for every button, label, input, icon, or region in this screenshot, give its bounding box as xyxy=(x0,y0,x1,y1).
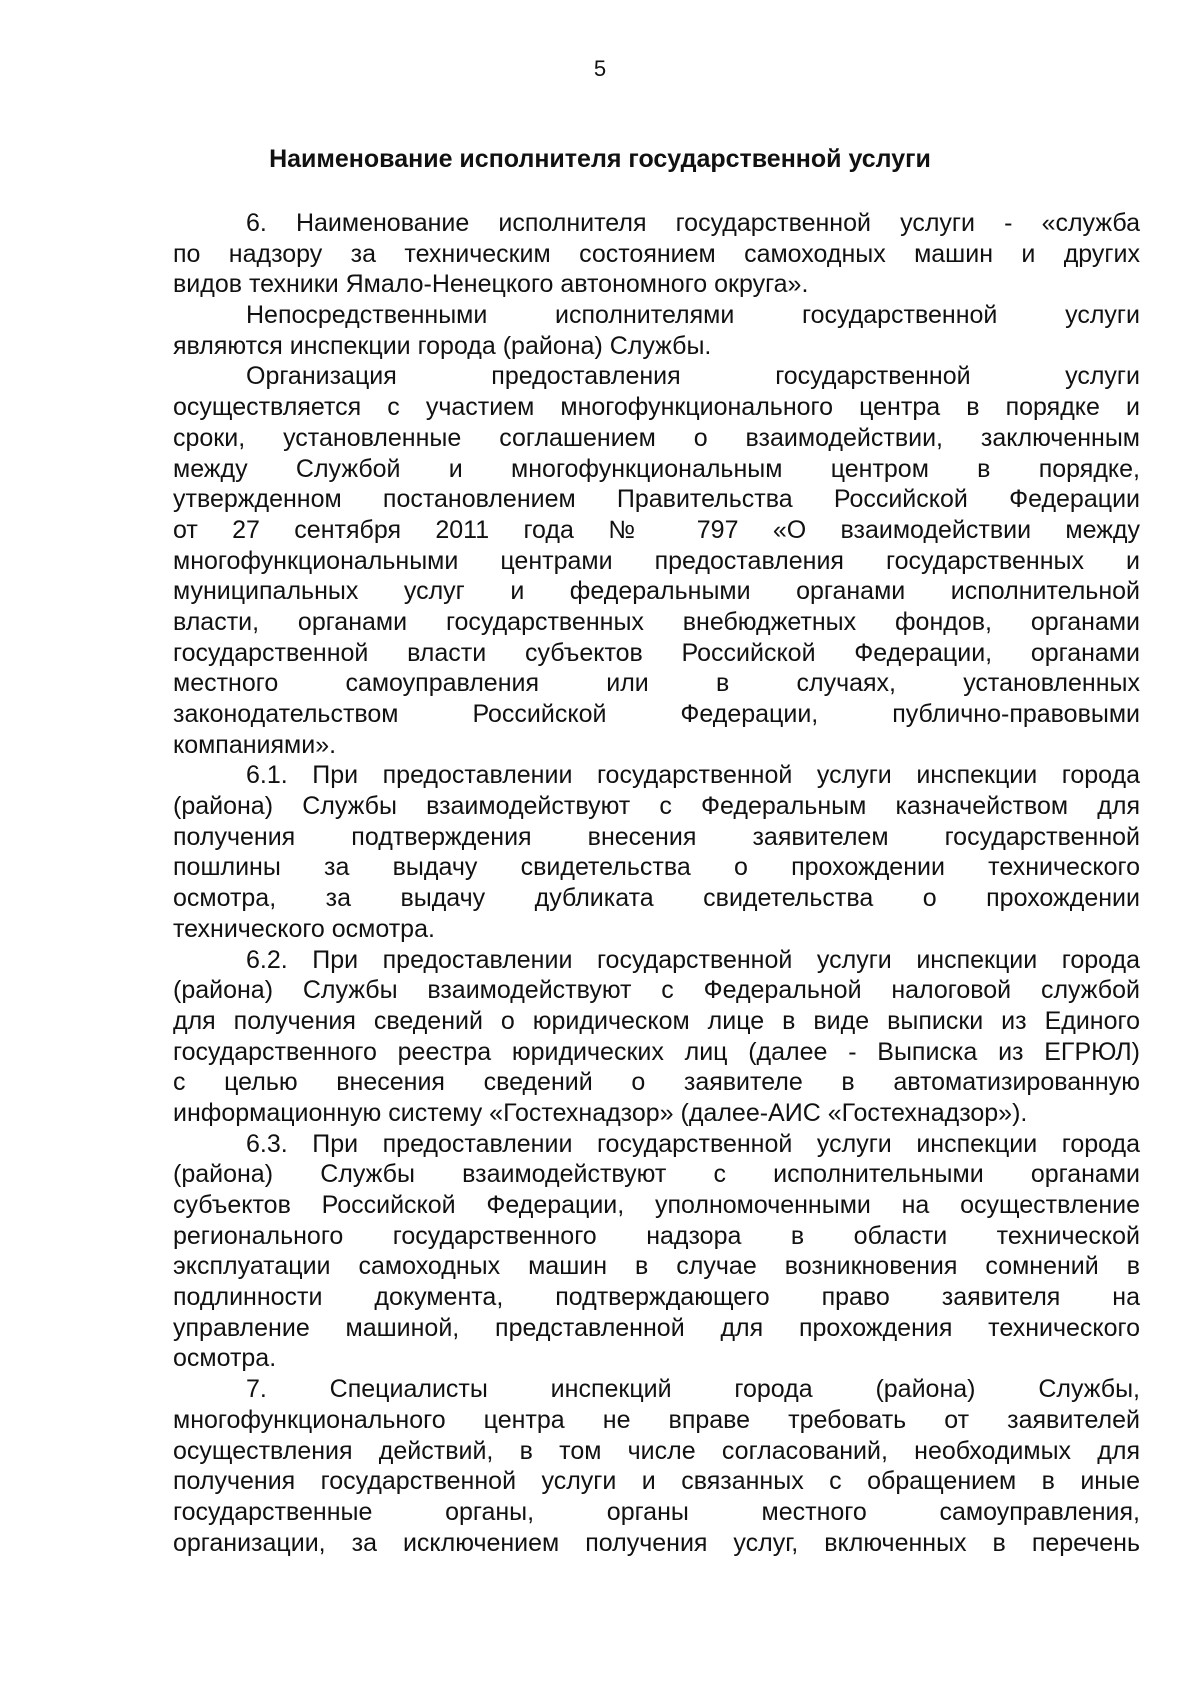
section-heading: Наименование исполнителя государственной услуги xyxy=(269,145,931,173)
paragraph-line: (района) Службы взаимодействуют с Федеральной налоговой службой xyxy=(173,976,1140,1005)
paragraph-line: государственные органы, органы местного самоуправления, xyxy=(173,1497,1140,1526)
paragraph-line: многофункциональными центрами предоставления государственных и xyxy=(173,546,1140,575)
paragraph-line: (района) Службы взаимодействуют с Федеральным казначейством для xyxy=(173,792,1140,821)
paragraph-line: для получения сведений о юридическом лице в виде выписки из Единого xyxy=(173,1006,1140,1035)
paragraph-line: субъектов Российской Федерации, уполномоченными на осуществление xyxy=(173,1191,1140,1219)
paragraph-line: 6.3. При предоставлении государственной услуги инспекции города xyxy=(246,1129,1140,1158)
paragraph-line: являются инспекции города (района) Службы. xyxy=(173,331,712,360)
paragraph-line: 6. Наименование исполнителя государственной услуги - «служба xyxy=(246,209,1140,237)
paragraph-line: между Службой и многофункциональным центром в порядке, xyxy=(173,454,1140,483)
paragraph-line: компаниями». xyxy=(173,730,337,759)
paragraph-line: 6.2. При предоставлении государственной услуги инспекции города xyxy=(246,945,1140,974)
paragraph-line: муниципальных услуг и федеральными органами исполнительной xyxy=(173,577,1140,606)
paragraph-line: осмотра. xyxy=(173,1344,277,1373)
paragraph-line: законодательством Российской Федерации, публично-правовыми xyxy=(173,700,1140,728)
paragraph-line: получения государственной услуги и связанных с обращением в иные xyxy=(173,1467,1140,1496)
document-body xyxy=(173,208,1140,1558)
paragraph-line: утвержденном постановлением Правительства Российской Федерации xyxy=(173,485,1140,514)
paragraph-line: осуществляется с участием многофункционального центра в порядке и xyxy=(173,393,1140,422)
paragraph-line: осмотра, за выдачу дубликата свидетельства о прохождении xyxy=(173,884,1140,913)
paragraph-line: технического осмотра. xyxy=(173,914,435,943)
paragraph-line: регионального государственного надзора в области технической xyxy=(173,1221,1140,1250)
paragraph-line: от 27 сентября 2011 года № 797 «О взаимодействии между xyxy=(173,515,1140,544)
paragraph-line: пошлины за выдачу свидетельства о прохождении технического xyxy=(173,853,1140,882)
paragraph-line: сроки, установленные соглашением о взаимодействии, заключенным xyxy=(173,423,1140,452)
paragraph-line: государственной власти субъектов Российской Федерации, органами xyxy=(173,638,1140,667)
paragraph-line: местного самоуправления или в случаях, установленных xyxy=(173,669,1140,698)
paragraph-line: многофункционального центра не вправе требовать от заявителей xyxy=(173,1405,1140,1434)
paragraph-line: 6.1. При предоставлении государственной услуги инспекции города xyxy=(246,761,1140,790)
paragraph-line: Непосредственными исполнителями государственной услуги xyxy=(246,301,1140,330)
paragraph-line: по надзору за техническим состоянием самоходных машин и других xyxy=(173,239,1140,268)
paragraph-line: эксплуатации самоходных машин в случае возникновения сомнений в xyxy=(173,1252,1140,1281)
paragraph-line: информационную систему «Гостехнадзор» (далее-АИС «Гостехнадзор»). xyxy=(173,1098,1028,1127)
page-number: 5 xyxy=(593,56,607,81)
paragraph-line: государственного реестра юридических лиц (далее - Выписка из ЕГРЮЛ) xyxy=(173,1037,1140,1066)
paragraph-line: с целью внесения сведений о заявителе в автоматизированную xyxy=(173,1068,1140,1097)
paragraph-line: видов техники Ямало-Ненецкого автономного округа». xyxy=(173,270,809,299)
paragraph-line: Организация предоставления государственной услуги xyxy=(246,362,1140,391)
paragraph-line: получения подтверждения внесения заявителем государственной xyxy=(173,822,1140,851)
paragraph-line: организации, за исключением получения услуг, включенных в перечень xyxy=(173,1528,1140,1557)
paragraph-line: (района) Службы взаимодействуют с исполнительными органами xyxy=(173,1160,1140,1189)
paragraph-line: подлинности документа, подтверждающего право заявителя на xyxy=(173,1283,1140,1312)
paragraph-line: власти, органами государственных внебюджетных фондов, органами xyxy=(173,607,1140,636)
paragraph-line: 7. Специалисты инспекций города (района) Службы, xyxy=(246,1375,1140,1404)
paragraph-line: управление машиной, представленной для прохождения технического xyxy=(173,1313,1140,1342)
paragraph-line: осуществления действий, в том числе согласований, необходимых для xyxy=(173,1436,1140,1465)
